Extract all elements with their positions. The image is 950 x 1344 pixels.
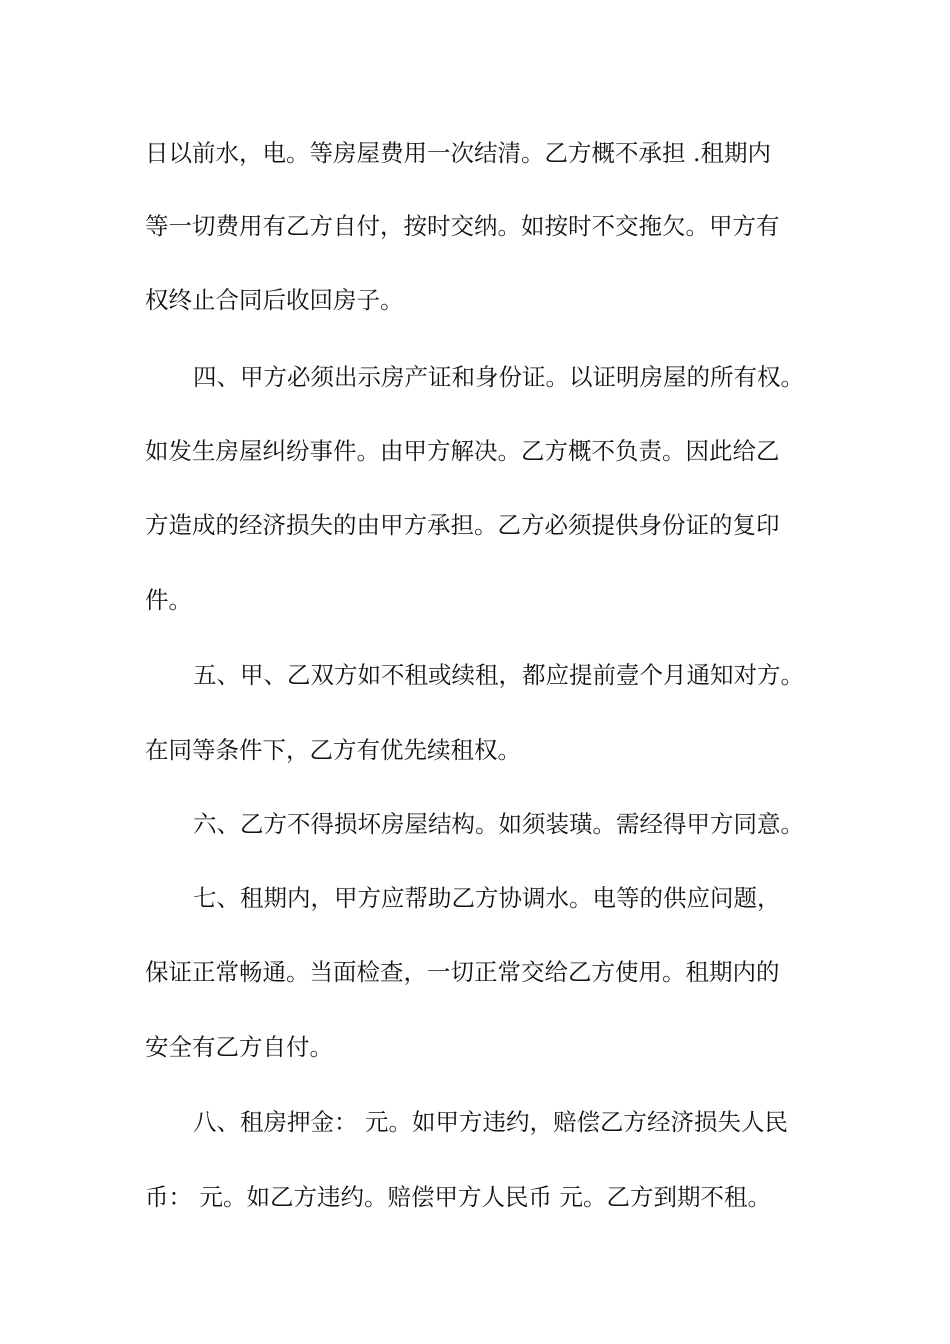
text-line: 日以前水，电。等房屋费用一次结清。乙方概不承担 .租期内: [145, 139, 771, 167]
clause-7-start: 七、租期内，甲方应帮助乙方协调水。电等的供应问题，: [193, 884, 781, 912]
text-line: 在同等条件下，乙方有优先续租权。: [145, 736, 521, 764]
text-line: 方造成的经济损失的由甲方承担。乙方必须提供身份证的复印: [145, 511, 780, 539]
text-line: 币： 元。如乙方违约。赔偿甲方人民币 元。乙方到期不租。: [145, 1183, 771, 1211]
clause-4-start: 四、甲方必须出示房产证和身份证。以证明房屋的所有权。: [193, 363, 804, 391]
text-line: 保证正常畅通。当面检查，一切正常交给乙方使用。租期内的: [145, 958, 780, 986]
text-line: 安全有乙方自付。: [145, 1033, 333, 1061]
text-line: 如发生房屋纠纷事件。由甲方解决。乙方概不负责。因此给乙: [145, 437, 780, 465]
clause-5-start: 五、甲、乙双方如不租或续租，都应提前壹个月通知对方。: [193, 661, 804, 689]
text-line: 件。: [145, 586, 192, 614]
text-line: 权终止合同后收回房子。: [145, 286, 404, 314]
text-line: 等一切费用有乙方自付，按时交纳。如按时不交拖欠。甲方有: [145, 212, 780, 240]
clause-6-start: 六、乙方不得损坏房屋结构。如须装璜。需经得甲方同意。: [193, 810, 804, 838]
clause-8-start: 八、租房押金： 元。如甲方违约，赔偿乙方经济损失人民: [193, 1108, 788, 1136]
